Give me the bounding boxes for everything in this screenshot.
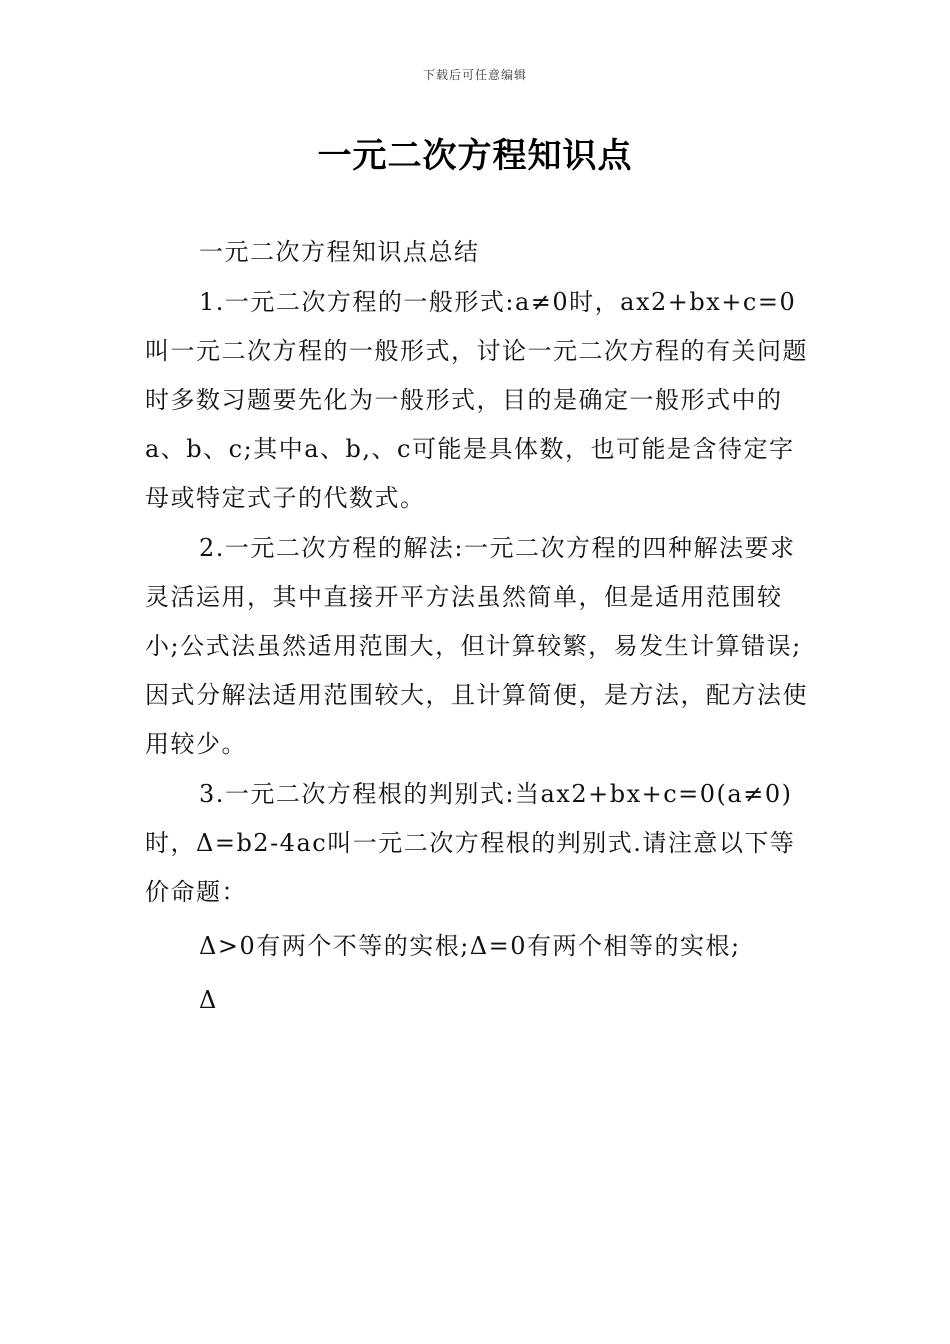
paragraph-summary-heading: 一元二次方程知识点总结: [199, 238, 480, 266]
header-note: 下载后可任意编辑: [422, 68, 527, 82]
paragraph-solution-methods: 2.一元二次方程的解法:一元二次方程的四种解法要求灵活运用，其中直接开平方法虽然简单，但是适用范围较小;公式法虽然适用范围大，但计算较繁，易发生计算错误;因式分解法适用范围较大，且计算简便，是方法，配方法使用较少。: [145, 534, 808, 758]
paragraph-delta-fragment: Δ: [199, 986, 218, 1014]
paragraph-general-form: 1.一元二次方程的一般形式:a≠0时，ax2+bx+c=0叫一元二次方程的一般形式，讨论一元二次方程的有关问题时多数习题要先化为一般形式，目的是确定一般形式中的a、b、c;其中a、b,、c可能是具体数，也可能是含待定字母或特定式子的代数式。: [145, 288, 808, 512]
paragraph-discriminant: 3.一元二次方程根的判别式:当ax2+bx+c=0(a≠0)时，Δ=b2-4ac叫一元二次方程根的判别式.请注意以下等价命题：: [145, 780, 796, 906]
document-body: [145, 228, 815, 1025]
paragraph-root-cases: Δ>0有两个不等的实根;Δ=0有两个相等的实根;: [199, 932, 741, 960]
document-title: 一元二次方程知识点: [317, 136, 633, 176]
